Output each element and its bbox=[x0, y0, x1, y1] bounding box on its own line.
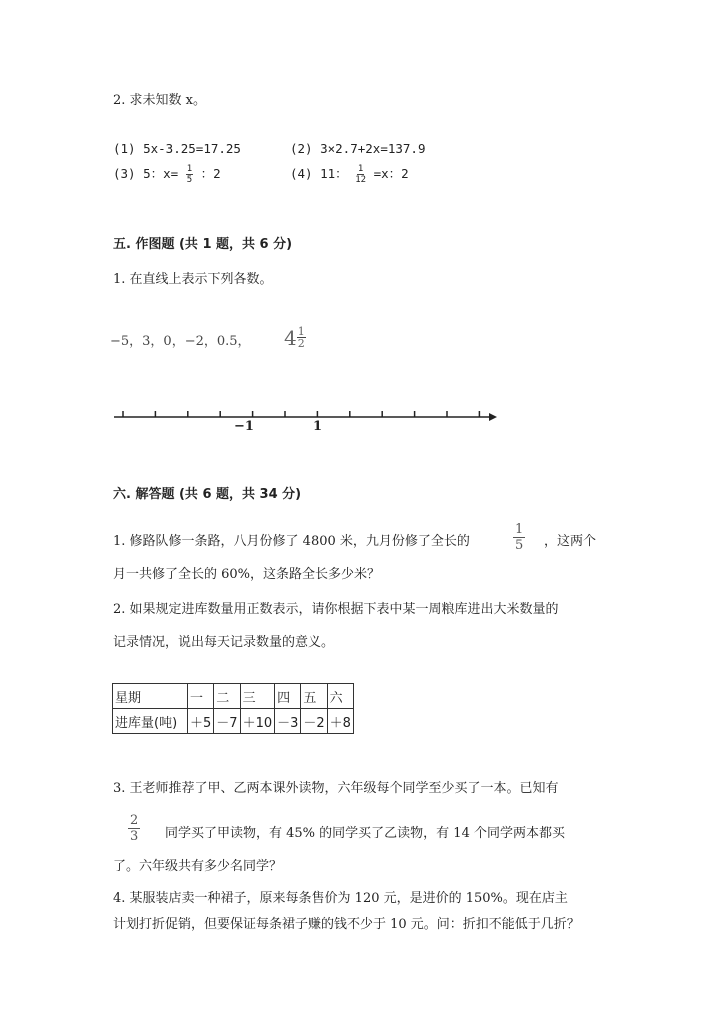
table-cell: 三 bbox=[240, 684, 275, 709]
equation-3 bbox=[113, 164, 221, 185]
denominator: 2 bbox=[297, 337, 305, 350]
q4-line2: 计划打折促销，但要保证每条裙子赚的钱不少于 10 元。问：折扣不能低于几折？ bbox=[113, 917, 580, 932]
numerator: 1 bbox=[515, 522, 524, 537]
table-cell: 五 bbox=[301, 684, 327, 709]
axis-arrow bbox=[489, 413, 497, 421]
table-cell: －2 bbox=[301, 709, 327, 734]
q4-line1: 4. 某服装店卖一种裙子，原来每条售价为 120 元，是进价的 150%。现在店主 bbox=[113, 891, 568, 906]
eq-label: (1) bbox=[113, 141, 136, 156]
q1-line1-end: ，这两个 bbox=[544, 534, 597, 549]
denominator: 3 bbox=[130, 829, 139, 844]
table-cell: －3 bbox=[275, 709, 301, 734]
table-cell: －7 bbox=[214, 709, 240, 734]
q2-line1: 2. 如果规定进库数量用正数表示，请你根据下表中某一周粮库进出大米数量的 bbox=[113, 602, 559, 617]
fraction bbox=[186, 164, 193, 185]
number-line bbox=[110, 405, 510, 435]
mixed-number bbox=[284, 326, 306, 350]
numerator: 1 bbox=[357, 164, 364, 174]
table-cell: 进库量(吨) bbox=[113, 709, 188, 734]
q2-line2: 记录情况，说出每天记录数量的意义。 bbox=[113, 635, 335, 650]
numbers-list: −5，3，0，−2，0.5， bbox=[110, 334, 251, 349]
eq-expr: ：2 bbox=[200, 166, 221, 181]
denominator: 12 bbox=[355, 175, 367, 185]
eq-expr: 3×2.7+2x=137.9 bbox=[320, 141, 426, 156]
denominator: 5 bbox=[186, 175, 193, 185]
fraction bbox=[355, 164, 366, 185]
axis-ticks bbox=[123, 411, 479, 417]
q1-line2: 月一共修了全长的 60%，这条路全长多少米？ bbox=[113, 567, 381, 582]
numerator: 1 bbox=[186, 164, 193, 174]
eq-label: (3) bbox=[113, 166, 136, 181]
section-5-question-1: 1. 在直线上表示下列各数。 bbox=[113, 272, 273, 287]
fraction-two-thirds bbox=[128, 813, 140, 844]
eq-expr: =x：2 bbox=[373, 166, 409, 181]
grain-table bbox=[112, 683, 354, 734]
tick-label-neg1: −1 bbox=[234, 419, 254, 434]
fraction-one-fifth bbox=[513, 522, 525, 553]
table-cell: 六 bbox=[327, 684, 353, 709]
equation-4 bbox=[290, 164, 409, 185]
table-cell: ＋5 bbox=[188, 709, 214, 734]
table-cell: 二 bbox=[214, 684, 240, 709]
section-5-heading: 五. 作图题 (共 1 题，共 6 分) bbox=[113, 237, 293, 252]
equation-1 bbox=[113, 141, 241, 156]
eq-expr: 5：x= bbox=[143, 166, 179, 181]
numerator: 2 bbox=[130, 813, 139, 828]
q3-line1: 3. 王老师推荐了甲、乙两本课外读物，六年级每个同学至少买了一本。已知有 bbox=[113, 781, 559, 796]
section-6-heading: 六. 解答题 (共 6 题，共 34 分) bbox=[113, 487, 302, 502]
tick-label-1: 1 bbox=[313, 419, 323, 434]
q3-line3: 了。六年级共有多少名同学？ bbox=[113, 859, 283, 874]
table-cell: 星期 bbox=[113, 684, 188, 709]
eq-label: (4) bbox=[290, 166, 313, 181]
eq-expr: 11： bbox=[320, 166, 348, 181]
table-cell: 四 bbox=[275, 684, 301, 709]
equation-2 bbox=[290, 141, 425, 156]
table-cell: 一 bbox=[188, 684, 214, 709]
eq-expr: 5x-3.25=17.25 bbox=[143, 141, 241, 156]
table-cell: ＋8 bbox=[327, 709, 353, 734]
fraction bbox=[297, 326, 306, 349]
question-2-title: 2. 求未知数 x。 bbox=[113, 93, 206, 108]
whole: 4 bbox=[284, 326, 297, 350]
q3-line2: 同学买了甲读物，有 45% 的同学买了乙读物，有 14 个同学两本都买 bbox=[165, 826, 565, 841]
table-cell: ＋10 bbox=[240, 709, 275, 734]
numerator: 1 bbox=[297, 325, 305, 338]
q1-line1: 1. 修路队修一条路，八月份修了 4800 米，九月份修了全长的 bbox=[113, 534, 470, 549]
table-row bbox=[113, 709, 354, 734]
denominator: 5 bbox=[515, 538, 524, 553]
eq-label: (2) bbox=[290, 141, 313, 156]
table-header-row bbox=[113, 684, 354, 709]
